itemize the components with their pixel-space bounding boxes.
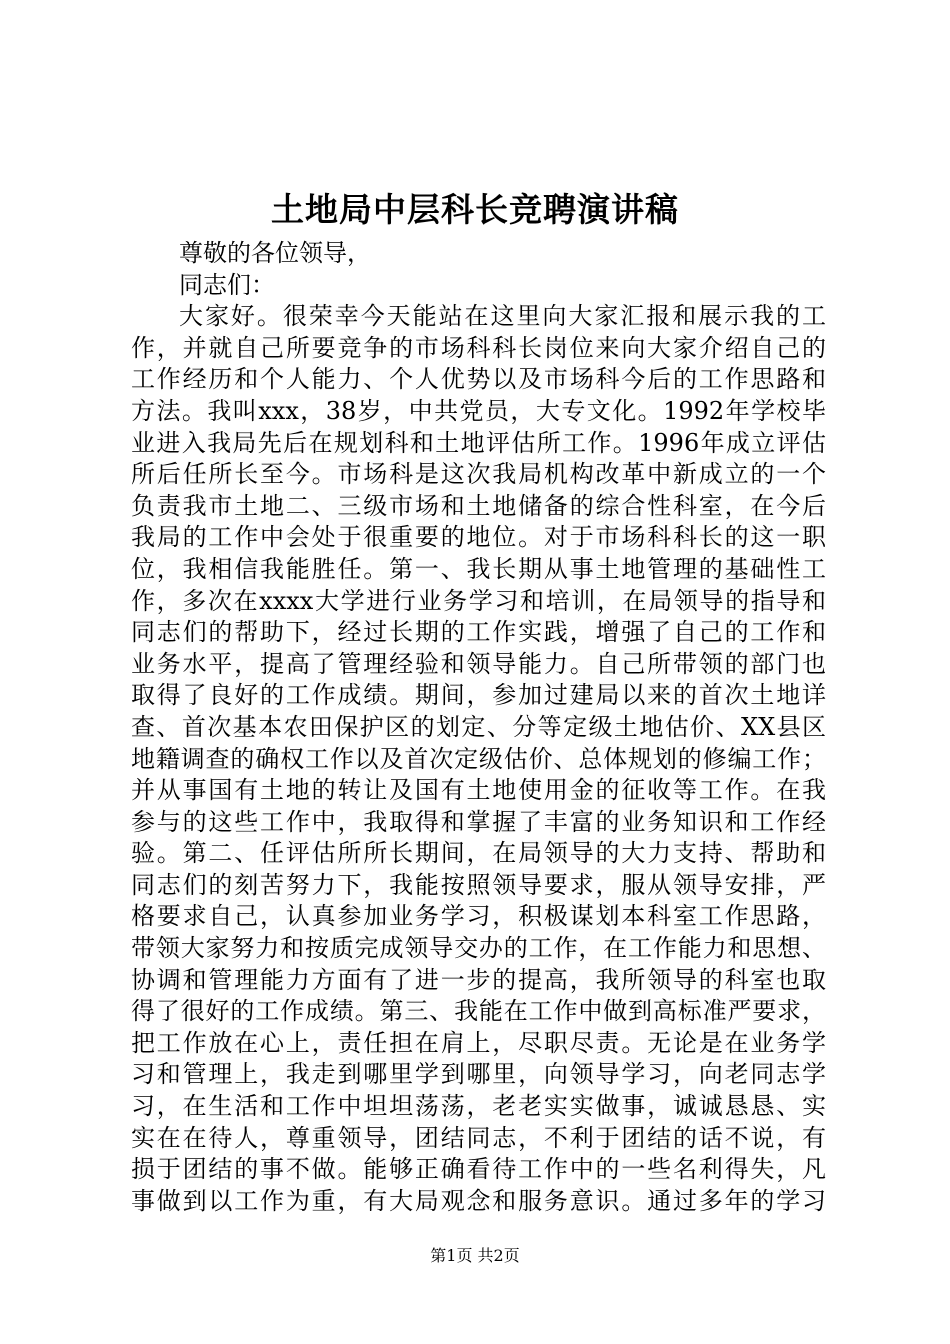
body-line: 同志们的帮助下，经过长期的工作实践，增强了自己的工作和	[131, 618, 826, 647]
body-line: 验。第二、任评估所所长期间，在局领导的大力支持、帮助和	[131, 839, 826, 868]
body-line: 大家好。很荣幸今天能站在这里向大家汇报和展示我的工	[179, 302, 826, 331]
body-line: 我局的工作中会处于很重要的地位。对于市场科科长的这一职	[131, 523, 826, 552]
body-line: 取得了良好的工作成绩。期间，参加过建局以来的首次土地详	[131, 681, 826, 710]
body-line: 损于团结的事不做。能够正确看待工作中的一些名利得失，凡	[131, 1155, 826, 1184]
body-line: 参与的这些工作中，我取得和掌握了丰富的业务知识和工作经	[131, 807, 826, 836]
body-line: 负责我市土地二、三级市场和土地储备的综合性科室，在今后	[131, 491, 826, 520]
body-line: 作，多次在xxxx大学进行业务学习和培训，在局领导的指导和	[131, 586, 826, 615]
body-line: 得了很好的工作成绩。第三、我能在工作中做到高标准严要求，	[131, 997, 826, 1026]
body-line: 位，我相信我能胜任。第一、我长期从事土地管理的基础性工	[131, 554, 826, 583]
body-line: 作，并就自己所要竞争的市场科科长岗位来向大家介绍自己的	[131, 333, 826, 362]
body-line: 方法。我叫xxx，38岁，中共党员，大专文化。1992年学校毕	[131, 396, 826, 425]
body-line: 把工作放在心上，责任担在肩上，尽职尽责。无论是在业务学	[131, 1028, 826, 1057]
greeting-line: 同志们：	[179, 270, 275, 299]
body-line: 地籍调查的确权工作以及首次定级估价、总体规划的修编工作；	[131, 744, 826, 773]
body-line: 并从事国有土地的转让及国有土地使用金的征收等工作。在我	[131, 776, 826, 805]
body-line: 格要求自己，认真参加业务学习，积极谋划本科室工作思路，	[131, 902, 826, 931]
document-title: 土地局中层科长竞聘演讲稿	[271, 190, 679, 229]
body-line: 工作经历和个人能力、个人优势以及市场科今后的工作思路和	[131, 365, 826, 394]
body-line: 带领大家努力和按质完成领导交办的工作，在工作能力和思想、	[131, 934, 826, 963]
body-line: 习和管理上，我走到哪里学到哪里，向领导学习，向老同志学	[131, 1060, 826, 1089]
greeting-line: 尊敬的各位领导，	[179, 239, 371, 267]
page-number: 第1页 共2页	[430, 1246, 520, 1265]
body-line: 事做到以工作为重，有大局观念和服务意识。通过多年的学习	[131, 1186, 826, 1215]
body-line: 业务水平，提高了管理经验和领导能力。自己所带领的部门也	[131, 649, 826, 678]
body-line: 实在在待人，尊重领导，团结同志，不利于团结的话不说，有	[131, 1123, 826, 1152]
body-line: 同志们的刻苦努力下，我能按照领导要求，服从领导安排，严	[131, 870, 826, 899]
body-line: 所后任所长至今。市场科是这次我局机构改革中新成立的一个	[131, 460, 826, 489]
body-line: 查、首次基本农田保护区的划定、分等定级土地估价、XX县区	[131, 712, 826, 741]
body-line: 协调和管理能力方面有了进一步的提高，我所领导的科室也取	[131, 965, 826, 994]
body-line: 习，在生活和工作中坦坦荡荡，老老实实做事，诚诚恳恳、实	[131, 1092, 826, 1121]
body-line: 业进入我局先后在规划科和土地评估所工作。1996年成立评估	[131, 428, 826, 457]
document-body	[131, 238, 826, 1217]
